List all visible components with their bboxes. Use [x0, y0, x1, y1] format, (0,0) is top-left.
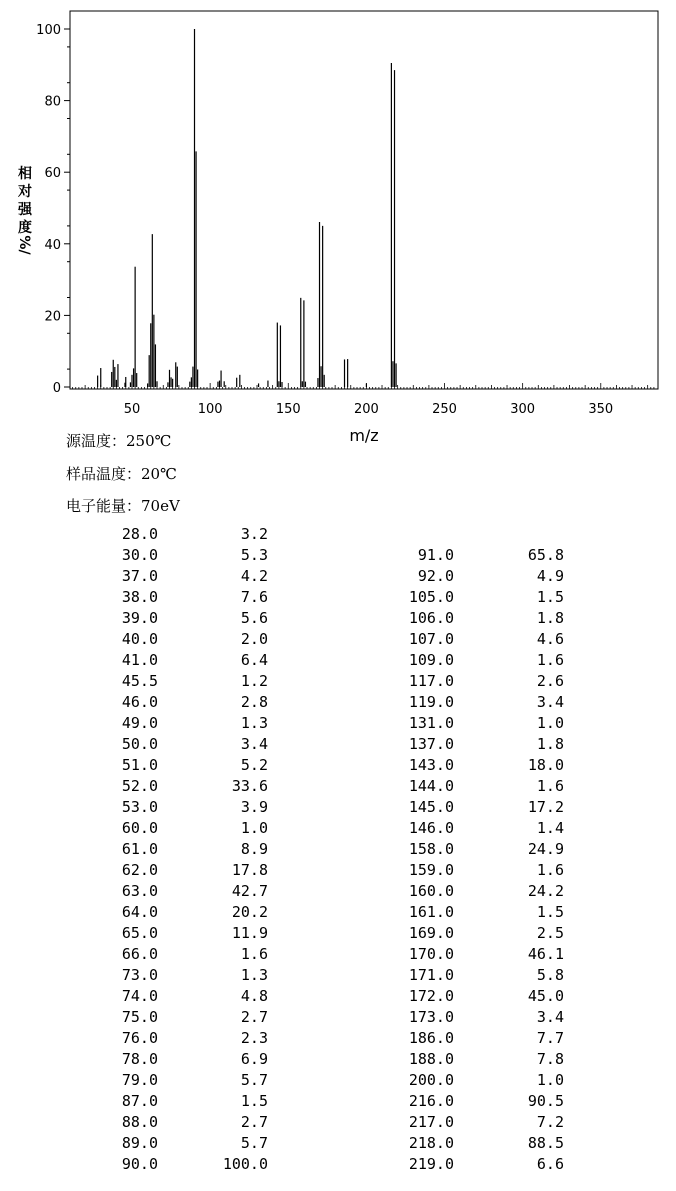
intensity-value: 3.2	[240, 525, 268, 543]
y-axis-label-char: %/	[16, 235, 32, 255]
intensity-value: 45.0	[527, 987, 564, 1005]
mz-value: 218.0	[408, 1134, 454, 1152]
mz-value: 107.0	[408, 630, 454, 648]
mz-value: 38.0	[121, 588, 158, 606]
mz-value: 37.0	[121, 567, 158, 585]
mz-value: 200.0	[408, 1071, 454, 1089]
peak-row-right	[0, 818, 676, 839]
mz-value: 171.0	[408, 966, 454, 984]
intensity-value: 17.2	[527, 798, 564, 816]
peak-row-right	[0, 1091, 676, 1112]
intensity-value: 1.4	[536, 819, 564, 837]
electron-energy-label: 电子能量：	[66, 497, 142, 515]
peak-row-right	[0, 1049, 676, 1070]
intensity-value: 5.6	[240, 609, 268, 627]
peak-row-right	[0, 650, 676, 671]
mz-value: 119.0	[408, 693, 454, 711]
y-tick-label: 80	[44, 94, 61, 110]
mz-value: 143.0	[408, 756, 454, 774]
mz-value: 172.0	[408, 987, 454, 1005]
mz-value: 76.0	[121, 1029, 158, 1047]
mz-value: 61.0	[121, 840, 158, 858]
intensity-value: 1.5	[536, 588, 564, 606]
sample-temperature-label: 样品温度：	[66, 465, 142, 483]
y-axis-label-char: 度	[18, 220, 32, 236]
intensity-value: 3.4	[536, 1008, 564, 1026]
intensity-value: 5.7	[240, 1071, 268, 1089]
mz-value: 64.0	[121, 903, 158, 921]
mz-value: 66.0	[121, 945, 158, 963]
intensity-value: 3.9	[240, 798, 268, 816]
peak-row-right	[0, 671, 676, 692]
intensity-value: 88.5	[527, 1134, 564, 1152]
intensity-value: 1.5	[536, 903, 564, 921]
mz-value: 39.0	[121, 609, 158, 627]
spectrum-peaks	[98, 29, 396, 387]
mz-value: 173.0	[408, 1008, 454, 1026]
mz-value: 53.0	[121, 798, 158, 816]
intensity-value: 1.8	[536, 735, 564, 753]
intensity-value: 18.0	[527, 756, 564, 774]
x-axis-ticks	[73, 383, 654, 417]
mz-value: 79.0	[121, 1071, 158, 1089]
x-tick-label: 50	[123, 402, 141, 417]
y-tick-label: 20	[44, 309, 61, 325]
mz-value: 87.0	[121, 1092, 158, 1110]
y-axis-label-char: 相	[18, 166, 32, 182]
peak-row-right	[0, 1007, 676, 1028]
y-tick-label: 40	[44, 237, 61, 253]
mz-value: 65.0	[121, 924, 158, 942]
mz-value: 91.0	[417, 546, 454, 564]
peak-row-right	[0, 923, 676, 944]
y-tick-label: 60	[44, 166, 61, 182]
peak-row-right	[0, 755, 676, 776]
peak-row-right	[0, 965, 676, 986]
mz-value: 45.5	[121, 672, 158, 690]
intensity-value: 2.6	[536, 672, 564, 690]
mz-value: 144.0	[408, 777, 454, 795]
intensity-value: 2.8	[240, 693, 268, 711]
peak-row-right	[0, 1154, 676, 1175]
electron-energy	[66, 495, 180, 516]
y-axis-label-char: 对	[18, 184, 32, 200]
peak-row-left	[0, 524, 676, 545]
mz-value: 78.0	[121, 1050, 158, 1068]
intensity-value: 8.9	[240, 840, 268, 858]
peak-row-right	[0, 1070, 676, 1091]
source-temperature	[66, 430, 171, 451]
intensity-value: 3.4	[536, 693, 564, 711]
mz-value: 92.0	[417, 567, 454, 585]
intensity-value: 2.3	[240, 1029, 268, 1047]
intensity-value: 3.4	[240, 735, 268, 753]
intensity-value: 24.9	[527, 840, 564, 858]
intensity-value: 1.6	[536, 777, 564, 795]
mz-value: 73.0	[121, 966, 158, 984]
intensity-value: 65.8	[527, 546, 564, 564]
mz-value: 137.0	[408, 735, 454, 753]
intensity-value: 7.2	[536, 1113, 564, 1131]
mz-value: 169.0	[408, 924, 454, 942]
mz-value: 170.0	[408, 945, 454, 963]
intensity-value: 6.6	[536, 1155, 564, 1173]
intensity-value: 5.2	[240, 756, 268, 774]
mz-value: 30.0	[121, 546, 158, 564]
mz-value: 131.0	[408, 714, 454, 732]
intensity-value: 1.3	[240, 714, 268, 732]
sample-temperature-value: 20℃	[141, 465, 177, 483]
mz-value: 146.0	[408, 819, 454, 837]
intensity-value: 33.6	[231, 777, 268, 795]
source-temperature-label: 源温度：	[66, 432, 127, 450]
intensity-value: 7.6	[240, 588, 268, 606]
intensity-value: 90.5	[527, 1092, 564, 1110]
intensity-value: 5.7	[240, 1134, 268, 1152]
intensity-value: 11.9	[231, 924, 268, 942]
y-axis-label	[16, 165, 33, 255]
mz-value: 50.0	[121, 735, 158, 753]
y-axis-label-char: 强	[18, 202, 32, 218]
peak-row-right	[0, 860, 676, 881]
intensity-value: 1.0	[240, 819, 268, 837]
mz-value: 158.0	[408, 840, 454, 858]
peak-row-right	[0, 881, 676, 902]
mz-value: 62.0	[121, 861, 158, 879]
peak-row-right	[0, 839, 676, 860]
intensity-value: 1.6	[536, 651, 564, 669]
intensity-value: 1.5	[240, 1092, 268, 1110]
mz-value: 74.0	[121, 987, 158, 1005]
y-tick-label: 0	[52, 381, 61, 396]
plot-frame	[70, 11, 658, 389]
intensity-value: 5.8	[536, 966, 564, 984]
intensity-value: 4.9	[536, 567, 564, 585]
intensity-value: 20.2	[231, 903, 268, 921]
mz-value: 90.0	[121, 1155, 158, 1173]
mz-value: 60.0	[121, 819, 158, 837]
intensity-value: 42.7	[231, 882, 268, 900]
x-tick-label: 350	[588, 402, 614, 417]
intensity-value: 1.0	[536, 1071, 564, 1089]
peak-row-right	[0, 986, 676, 1007]
peak-row-right	[0, 608, 676, 629]
mz-value: 219.0	[408, 1155, 454, 1173]
peak-row-right	[0, 1028, 676, 1049]
x-axis-label: m/z	[349, 426, 379, 445]
mz-value: 159.0	[408, 861, 454, 879]
sample-temperature	[66, 463, 177, 484]
y-tick-label: 100	[36, 23, 61, 38]
mz-value: 52.0	[121, 777, 158, 795]
intensity-value: 1.0	[536, 714, 564, 732]
mz-value: 186.0	[408, 1029, 454, 1047]
x-tick-label: 250	[432, 402, 457, 417]
peak-row-right	[0, 1133, 676, 1154]
mz-value: 41.0	[121, 651, 158, 669]
peak-row-right	[0, 629, 676, 650]
mz-value: 117.0	[408, 672, 454, 690]
intensity-value: 1.3	[240, 966, 268, 984]
intensity-value: 46.1	[527, 945, 564, 963]
mz-value: 28.0	[121, 525, 158, 543]
intensity-value: 6.9	[240, 1050, 268, 1068]
peak-row-right	[0, 692, 676, 713]
mz-value: 160.0	[408, 882, 454, 900]
x-tick-label: 300	[510, 402, 536, 417]
intensity-value: 1.6	[240, 945, 268, 963]
electron-energy-value: 70eV	[141, 497, 180, 515]
mz-value: 106.0	[408, 609, 454, 627]
x-tick-label: 200	[353, 402, 379, 417]
intensity-value: 2.7	[240, 1008, 268, 1026]
mz-value: 161.0	[408, 903, 454, 921]
mz-value: 109.0	[408, 651, 454, 669]
mass-spectrum-chart	[0, 0, 676, 450]
peak-row-right	[0, 776, 676, 797]
mz-value: 216.0	[408, 1092, 454, 1110]
peak-row-right	[0, 713, 676, 734]
intensity-value: 4.6	[536, 630, 564, 648]
intensity-value: 1.8	[536, 609, 564, 627]
intensity-value: 2.0	[240, 630, 268, 648]
peak-row-right	[0, 587, 676, 608]
peak-row-right	[0, 734, 676, 755]
mz-value: 188.0	[408, 1050, 454, 1068]
mz-value: 51.0	[121, 756, 158, 774]
intensity-value: 2.5	[536, 924, 564, 942]
peak-row-right	[0, 566, 676, 587]
mz-value: 88.0	[121, 1113, 158, 1131]
x-tick-label: 100	[197, 402, 223, 417]
intensity-value: 100.0	[222, 1155, 268, 1173]
mz-value: 145.0	[408, 798, 454, 816]
intensity-value: 17.8	[231, 861, 268, 879]
intensity-value: 1.6	[536, 861, 564, 879]
source-temperature-value: 250℃	[126, 432, 172, 450]
mz-value: 40.0	[121, 630, 158, 648]
intensity-value: 4.2	[240, 567, 268, 585]
intensity-value: 6.4	[240, 651, 268, 669]
mz-value: 46.0	[121, 693, 158, 711]
peak-row-right	[0, 1112, 676, 1133]
peak-row-right	[0, 944, 676, 965]
mz-value: 105.0	[408, 588, 454, 606]
mz-value: 89.0	[121, 1134, 158, 1152]
intensity-value: 7.7	[536, 1029, 564, 1047]
intensity-value: 1.2	[240, 672, 268, 690]
x-tick-label: 150	[275, 402, 301, 417]
intensity-value: 4.8	[240, 987, 268, 1005]
intensity-value: 24.2	[527, 882, 564, 900]
peak-row-right	[0, 902, 676, 923]
mz-value: 63.0	[121, 882, 158, 900]
mz-value: 75.0	[121, 1008, 158, 1026]
mz-value: 217.0	[408, 1113, 454, 1131]
y-axis-ticks	[36, 23, 70, 396]
intensity-value: 7.8	[536, 1050, 564, 1068]
peak-row-right	[0, 545, 676, 566]
peak-row-right	[0, 797, 676, 818]
intensity-value: 5.3	[240, 546, 268, 564]
mz-value: 49.0	[121, 714, 158, 732]
intensity-value: 2.7	[240, 1113, 268, 1131]
